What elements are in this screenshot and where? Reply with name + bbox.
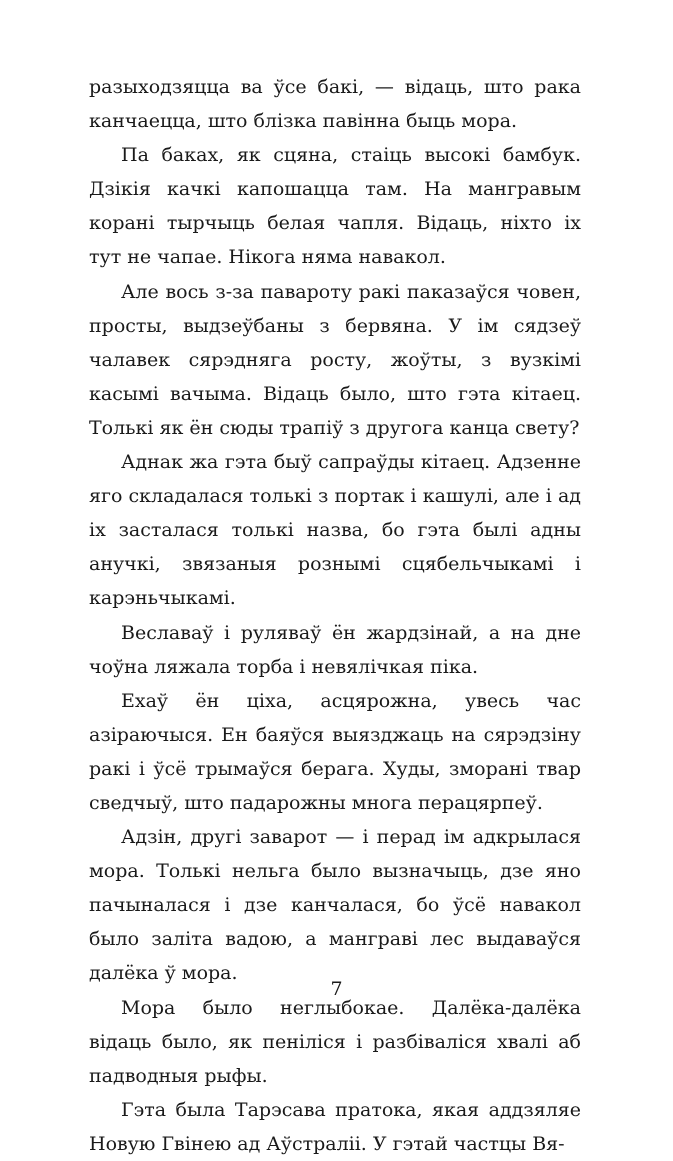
paragraph: разыходзяцца ва ўсе бакі, — відаць, што рака канчаецца, што блізка павінна быць мора. (89, 76, 581, 133)
paragraph: Адзін, другі заварот — і перад ім адкрылася мора. Толькі нельга было вызначыць, дзе яно пачыналася і дзе канчалася, бо ўсё навакол было заліта вадою, а манграві лес выдаваўся далёка ў мора. (89, 826, 581, 985)
page-number: 7 (330, 978, 343, 1000)
paragraph: Веславаў і руляваў ён жардзінай, а на дне чоўна ляжала торба і невялічкая піка. (89, 621, 581, 678)
paragraph: Ехаў ён ціха, асцярожна, увесь час азіраючыся. Ен баяўся выязджаць на сярэдзіну ракі і ўсё трымаўся берага. Худы, зморані твар сведчыў, што падарожны многа перацярпеў. (89, 689, 581, 814)
paragraph: Мора было неглыбокае. Далёка-далёка відаць было, як пеніліся і разбіваліся хвалі аб падводныя рыфы. (89, 996, 581, 1087)
paragraph: Але вось з-за павароту ракі паказаўся човен, просты, выдзеўбаны з бервяна. У ім сядзеў чалавек сярэдняга росту, жоўты, з вузкімі касымі вачыма. Відаць было, што гэта кітаец. Толькі як ён сюды трапіў з другога канца свету? (89, 280, 581, 439)
paragraph: Па баках, як сцяна, стаіць высокі бамбук. Дзікія качкі капошацца там. На мангравым корані тырчыць белая чапля. Відаць, ніхто іх тут не чапае. Нікога няма навакол. (89, 144, 581, 269)
paragraph: Гэта была Тарэсава пратока, якая аддзяляе Новую Гвінею ад Аўстраліі. У гэтай частцы Вя- (89, 1098, 581, 1155)
paragraph: Аднак жа гэта быў сапраўды кітаец. Адзенне яго складалася толькі з портак і кашулі, але і ад іх засталася толькі назва, бо гэта былі адны анучкі, звязаныя рознымі сцябельчыкамі і карэньчыкамі. (89, 451, 581, 610)
